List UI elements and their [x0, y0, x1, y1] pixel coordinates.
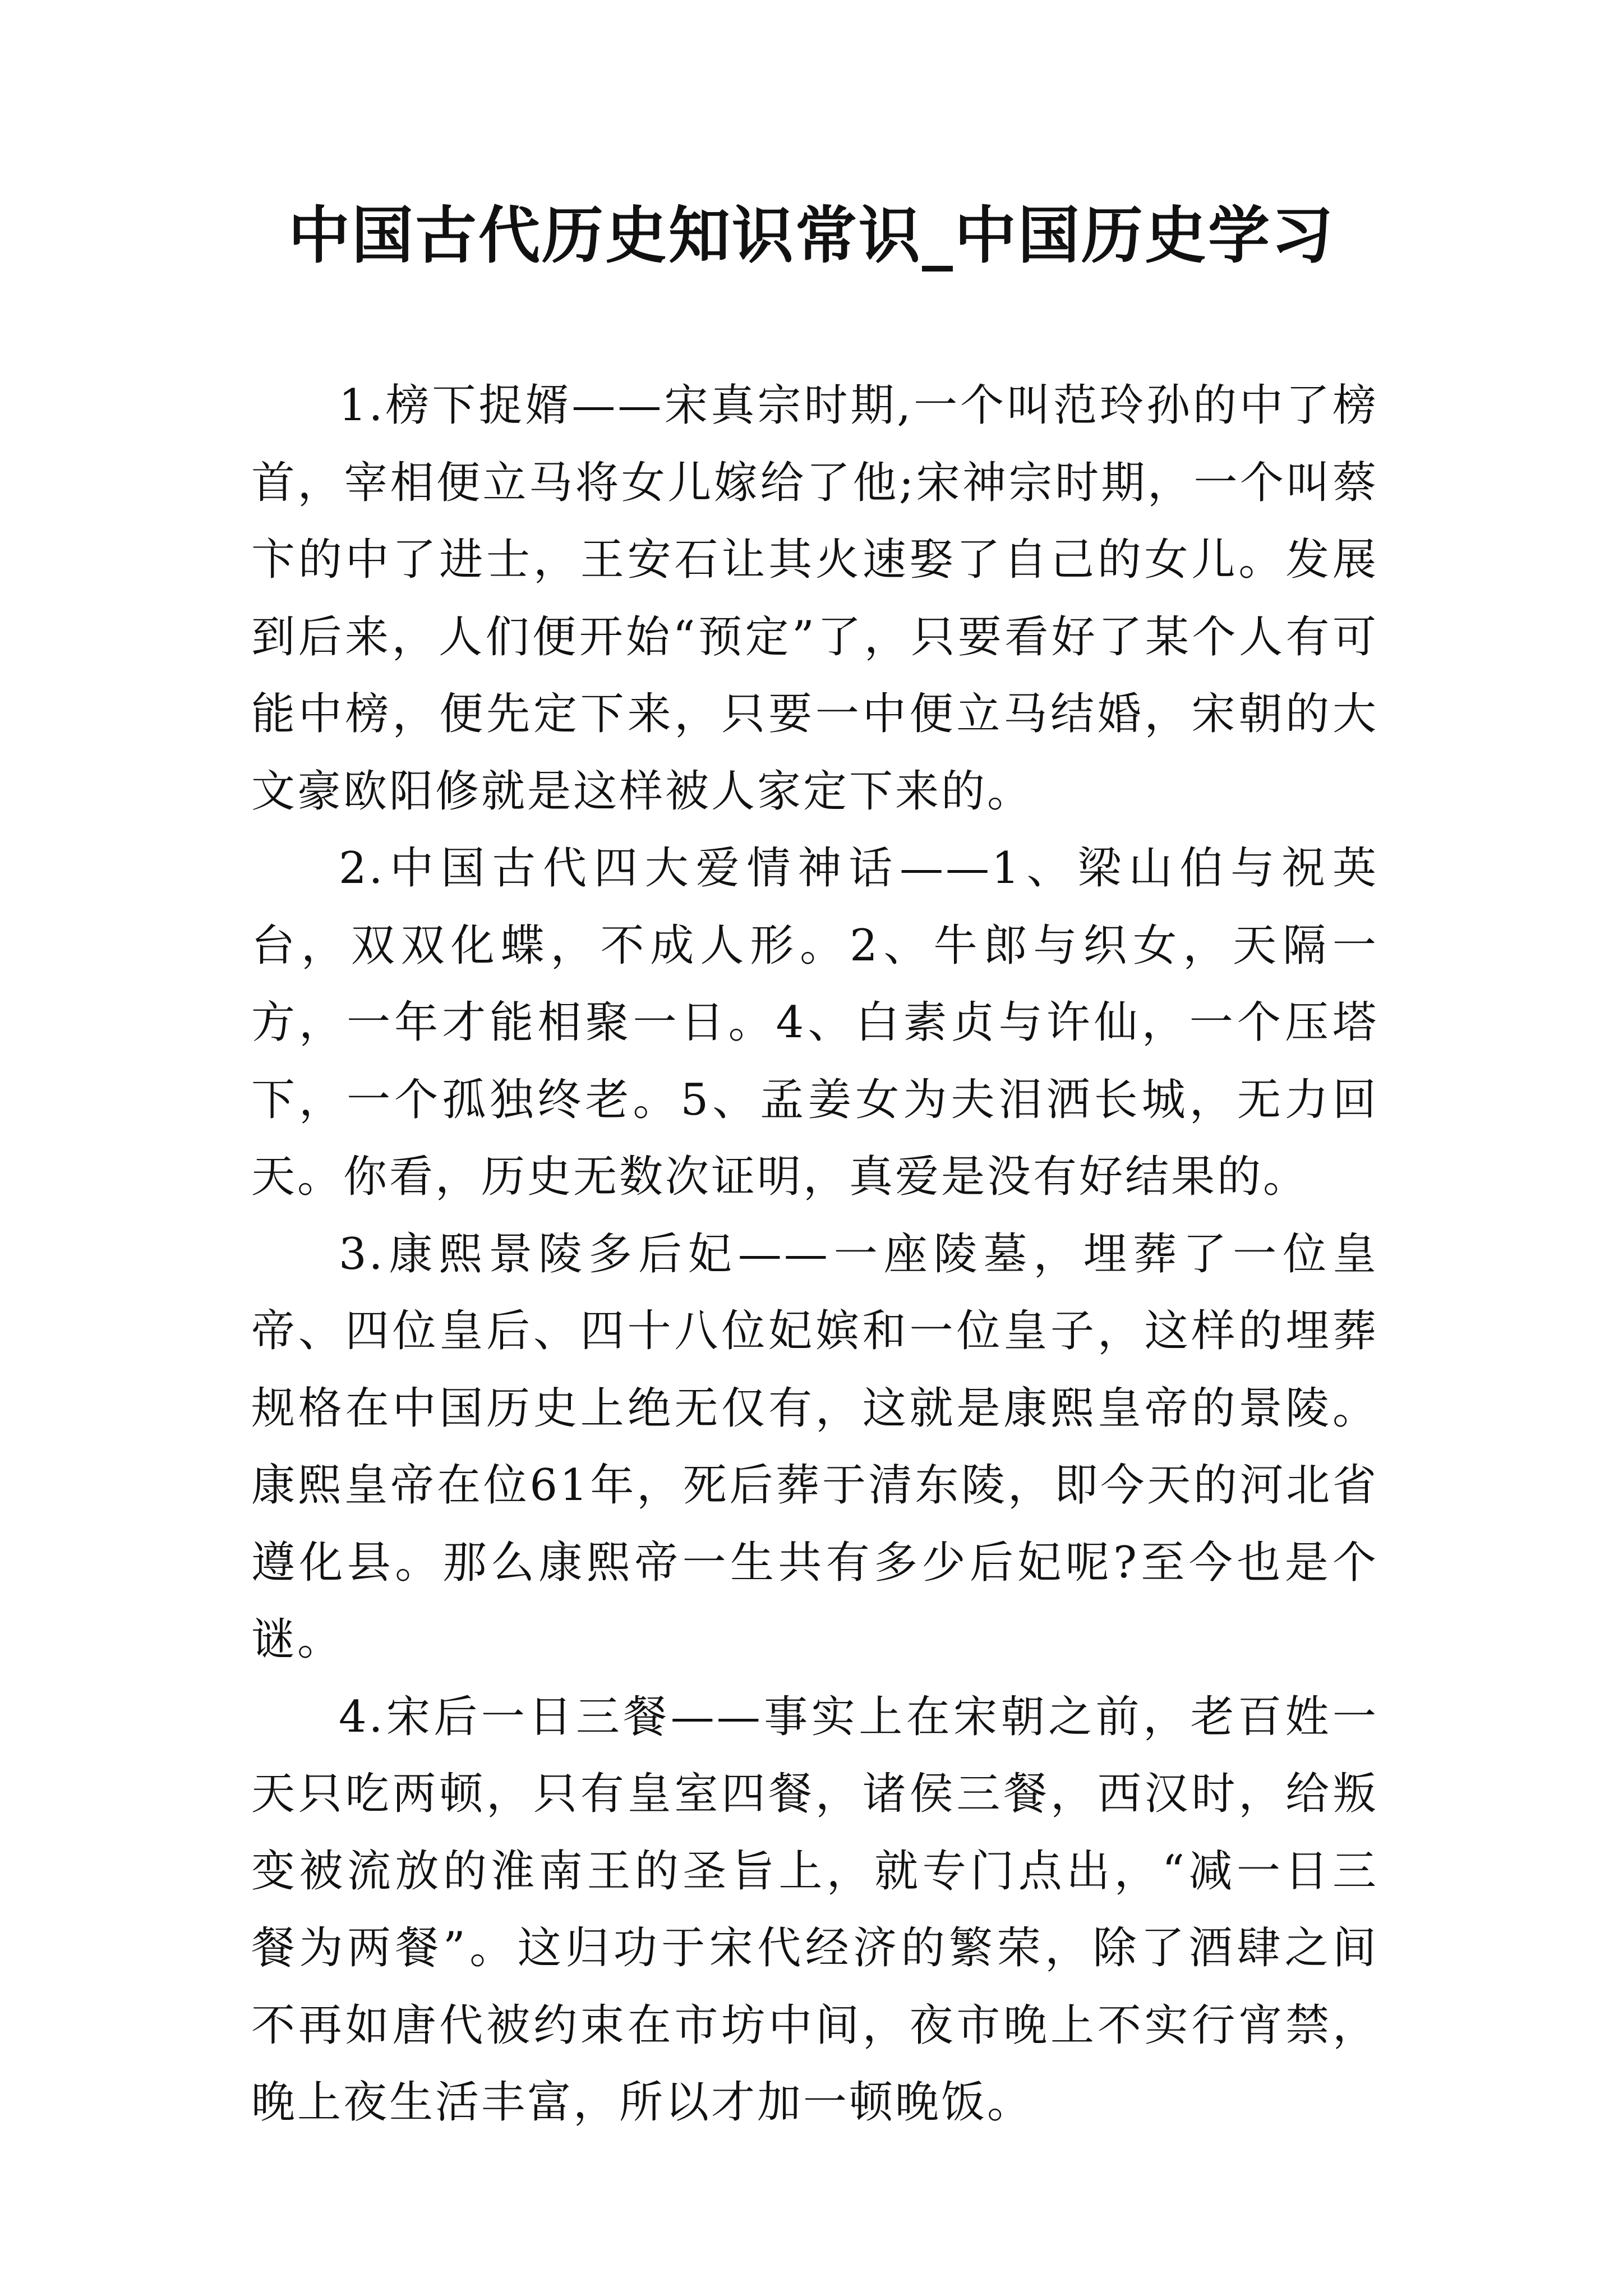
page-title: 中国古代历史知识常识_中国历史学习 — [288, 199, 1335, 272]
document-body — [251, 367, 1378, 2142]
paragraph-2: 2.中国古代四大爱情神话——1、梁山伯与祝英台，双双化蝶，不成人形。2、牛郎与织女，天隔一方，一年才能相聚一日。4、白素贞与许仙，一个压塔下，一个孤独终老。5、孟姜女为夫泪洒长城，无力回天。你看，历史无数次证明，真爱是没有好结果的。 — [251, 843, 1378, 1202]
paragraph-1: 1.榜下捉婿——宋真宗时期,一个叫范玲孙的中了榜首，宰相便立马将女儿嫁给了他;宋神宗时期，一个叫蔡卞的中了进士，王安石让其火速娶了自己的女儿。发展到后来，人们便开始“预定”了，只要看好了某个人有可能中榜，便先定下来，只要一中便立马结婚，宋朝的大文豪欧阳修就是这样被人家定下来的。 — [251, 380, 1378, 817]
paragraph-4: 4.宋后一日三餐——事实上在宋朝之前，老百姓一天只吃两顿，只有皇室四餐，诸侯三餐，西汉时，给叛变被流放的淮南王的圣旨上，就专门点出，“减一日三餐为两餐”。这归功于宋代经济的繁荣，除了酒肆之间不再如唐代被约束在市坊中间，夜市晚上不实行宵禁，晚上夜生活丰富，所以才加一顿晚饭。 — [251, 1691, 1378, 2128]
paragraph-3: 3.康熙景陵多后妃——一座陵墓，埋葬了一位皇帝、四位皇后、四十八位妃嫔和一位皇子，这样的埋葬规格在中国历史上绝无仅有，这就是康熙皇帝的景陵。康熙皇帝在位61年，死后葬于清东陵，即今天的河北省遵化县。那么康熙帝一生共有多少后妃呢?至今也是个谜。 — [251, 1228, 1378, 1665]
